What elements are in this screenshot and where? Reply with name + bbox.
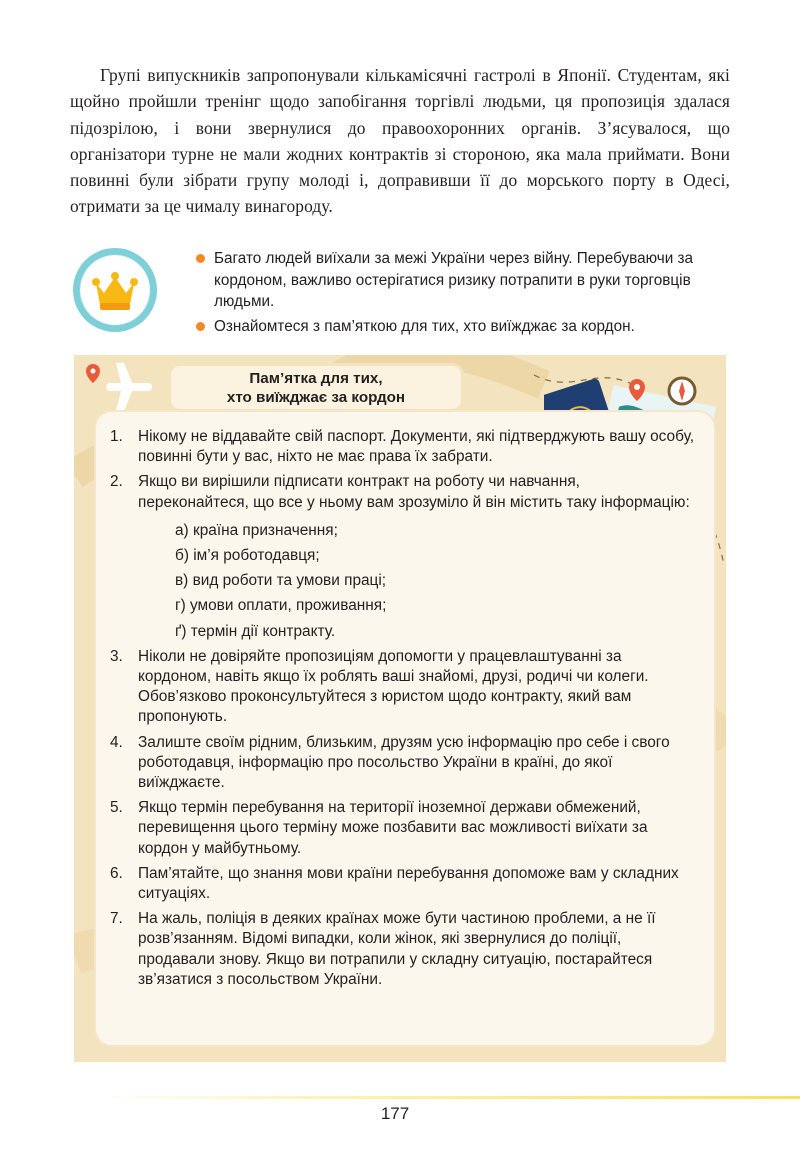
list-item: 6. Пам’ятайте, що знання мови країни перебування допоможе вам у складних ситуаціях. bbox=[110, 864, 679, 903]
intro-paragraph: Групі випускників запропонували кількамісячні гастролі в Японії. Студентам, які щойно пройшли тренінг щодо запобігання торгівлі людьми, ця пропозиція здалася підозрілою, і вони звернулися до правоохоронних органів. З’ясувалося, що організатори турне не мали жодних контрактів зі стороною, яка мала приймати. Вони повинні були зібрати групу молоді і, доправивши її до морського порту в Одесі, отримати за це чималу винагороду. bbox=[70, 65, 730, 217]
sub-item: в) вид роботи та умови праці; bbox=[175, 572, 387, 590]
bullet-icon bbox=[196, 254, 205, 263]
page-number: 177 bbox=[380, 1104, 410, 1123]
list-item: 5. Якщо термін перебування на території іноземної держави обмежений, перевищення цього терміну може позбавити вас можливості виїхати за кордон у майбутньому. bbox=[110, 799, 648, 857]
note-item: Багато людей виїхали за межі України через війну. Перебуваючи за кордоном, важливо остерігатися ризику потрапити в руки торговців людьми. bbox=[196, 248, 736, 313]
sub-item: г) умови оплати, проживання; bbox=[175, 597, 387, 615]
list-item: 1. Нікому не віддавайте свій паспорт. Документи, які підтверджують вашу особу, повинні бути у вас, ніхто не має права їх забрати. bbox=[110, 428, 695, 466]
crown-icon bbox=[72, 247, 158, 333]
notes-list bbox=[196, 248, 736, 340]
contract-info-list bbox=[175, 521, 695, 642]
sub-item: а) країна призначення; bbox=[175, 521, 338, 539]
list-item: 2. Якщо ви вирішили підписати контракт на роботу чи навчання, переконайтеся, що все у ньому вам зрозуміло й він містить таку інформацію: а) країна призначення; б) ім’я роботодавця; в) вид роботи та умови праці; г) умови оплати, проживання; ґ) термін дії контракту. bbox=[110, 472, 695, 641]
note-item: Ознайомтеся з пам’яткою для тих, хто виїжджає за кордон. bbox=[196, 316, 736, 338]
footer-divider bbox=[100, 1096, 800, 1099]
list-item: 7. На жаль, поліція в деяких країнах може бути частиною проблеми, а не її розв’язанням. Відомі випадки, коли жінок, які звернулися до поліції, продавали знову. Якщо ви потрапили у складну ситуацію, постарайтеся зв’язатися з посольством України. bbox=[110, 910, 656, 988]
sub-item: б) ім’я роботодавця; bbox=[175, 547, 320, 565]
airplane-icon bbox=[76, 361, 156, 413]
list-item: 4. Залиште своїм рідним, близьким, друзям усю інформацію про себе і свого роботодавця, інформацію про посольство України в країні, до якої виїжджаєте. bbox=[110, 733, 670, 792]
sub-item: ґ) термін дії контракту. bbox=[175, 622, 336, 640]
memo-panel bbox=[74, 355, 726, 1062]
memo-rules-list bbox=[110, 427, 695, 995]
memo-title: Пам’ятка для тих, хто виїжджає за кордон bbox=[168, 363, 464, 412]
list-item: 3. Ніколи не довіряйте пропозиціям допомогти у працевлаштуванні за кордоном, навіть якщо їх роблять ваші знайомі, друзі, родичі чи колеги. Обов’язково проконсультуйтеся з юристом щодо контракту, який вам пропонують. bbox=[110, 647, 649, 726]
bullet-icon bbox=[196, 322, 205, 331]
